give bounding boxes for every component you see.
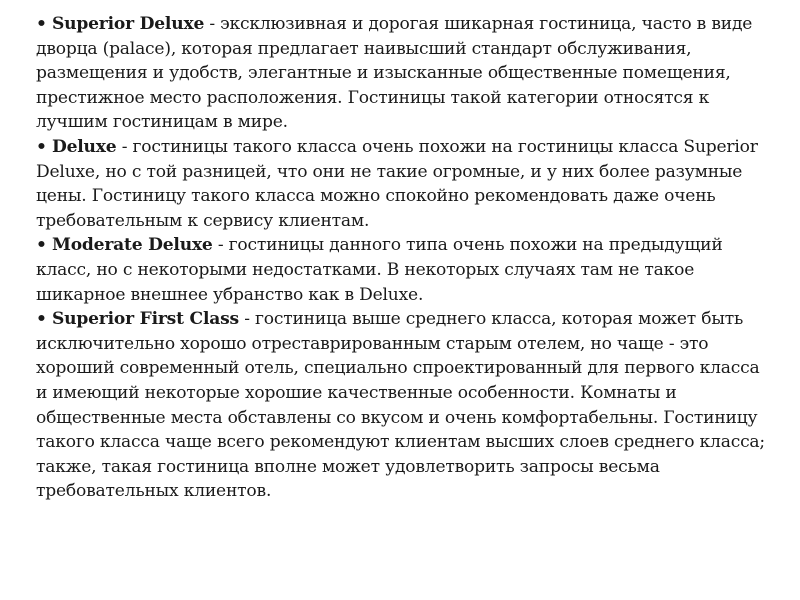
description-superior-deluxe: - эксклюзивная и дорогая шикарная гостиница, часто в виде дворца (palace), которая предлагает наивысший стандарт обслуживания, размещения и удобств, элегантные и изысканные общественные помещения, престижное место расположения. Гостиницы такой категории относятся к лучшим гостиницам в мире. [36,14,753,133]
bullet-icon: • [36,136,47,157]
term-moderate-deluxe: Moderate Deluxe [51,235,213,256]
description-deluxe: - гостиницы такого класса очень похожи на гостиницы класса Superior Deluxe, но с той разницей, что они не такие огромные, и у них более разумные цены. Гостиницу такого класса можно спокойно рекомендовать даже очень требовательным к сервису клиентам. [36,136,758,231]
description-superior-first-class: - гостиница выше среднего класса, которая может быть исключительно хорошо отреставрированным старым отелем, но чаще - это хороший современный отель, специально спроектированный для первого класса и имеющий некоторые хорошие качественные особенности. Комнаты и общественные места обставлены со вкусом и очень комфортабельны. Гостиницу такого класса чаще всего рекомендуют клиентам высших слоев среднего класса; также, такая гостиница вполне может удовлетворить запросы весьма требовательных клиентов. [36,309,765,502]
term-deluxe: Deluxe [51,136,117,157]
hotel-class-descriptions [36,12,766,504]
description-moderate-deluxe: - гостиницы данного типа очень похожи на предыдущий класс, но с некоторыми недостатками. В некоторых случаях там не такое шикарное внешнее убранство как в Deluxe. [36,235,723,305]
entry-deluxe [36,135,766,233]
bullet-icon: • [36,309,47,330]
entry-superior-deluxe [36,12,766,135]
bullet-icon: • [36,235,47,256]
term-superior-first-class: Superior First Class [51,309,239,330]
term-superior-deluxe: Superior Deluxe [51,14,205,34]
entry-moderate-deluxe [36,233,766,307]
entry-superior-first-class [36,307,766,504]
bullet-icon: • [36,14,47,34]
